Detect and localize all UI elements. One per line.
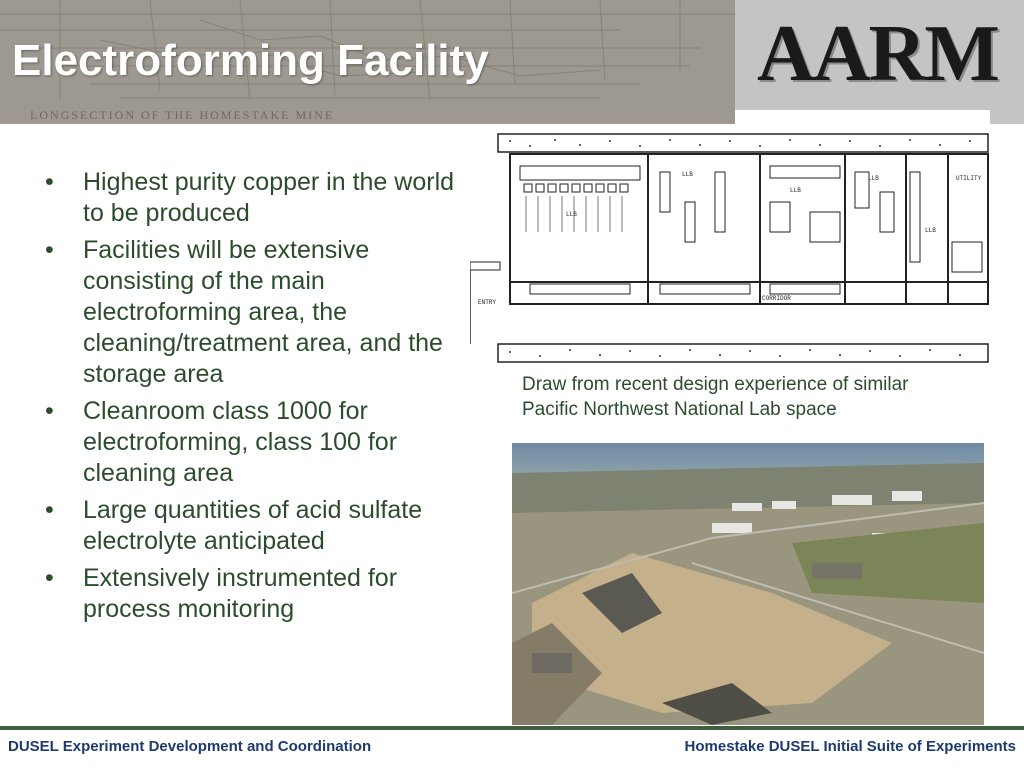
bullet-text: Highest purity copper in the world to be produced	[83, 168, 455, 227]
slide-header	[0, 0, 1024, 124]
svg-text:LLB: LLB	[566, 211, 577, 218]
bullet-marker: •	[45, 397, 54, 425]
aerial-site-photo	[512, 443, 984, 725]
bullet-marker: •	[45, 496, 54, 524]
bullet-item	[45, 495, 475, 557]
bullet-item	[45, 563, 475, 625]
svg-text:LLB: LLB	[790, 187, 801, 194]
svg-text:CORRIDOR: CORRIDOR	[762, 295, 791, 302]
floorplan-svg	[470, 132, 990, 364]
slide-title: Electroforming Facility	[12, 36, 489, 85]
bullet-item	[45, 396, 475, 489]
aerial-photo-svg	[512, 443, 984, 725]
footer-left-text: DUSEL Experiment Development and Coordination	[8, 738, 372, 755]
longsection-caption: LONGSECTION OF THE HOMESTAKE MINE	[30, 108, 335, 122]
caption-line-2: Pacific Northwest National Lab space	[522, 399, 837, 420]
bullet-text: Cleanroom class 1000 for electroforming, class 100 for cleaning area	[83, 397, 398, 487]
bullet-text: Facilities will be extensive consisting of the main electroforming area, the cleaning/treatment area, and the storage area	[83, 236, 443, 388]
svg-text:ENTRY: ENTRY	[478, 299, 497, 306]
bullet-marker: •	[45, 236, 54, 264]
aarm-logo: AARM	[757, 10, 998, 98]
bullet-item	[45, 235, 475, 390]
bullet-marker: •	[45, 564, 54, 592]
bullet-list	[45, 167, 475, 631]
bullet-marker: •	[45, 168, 54, 196]
svg-text:LLB: LLB	[682, 171, 693, 178]
svg-text:UTILITY: UTILITY	[956, 175, 982, 182]
svg-text:LLB: LLB	[868, 175, 879, 182]
footer-right-text: Homestake DUSEL Initial Suite of Experiments	[684, 738, 1016, 755]
caption-line-1: Draw from recent design experience of similar	[522, 374, 909, 395]
floorplan-drawing	[470, 132, 990, 364]
bullet-text: Extensively instrumented for process monitoring	[83, 564, 398, 623]
bullet-item	[45, 167, 475, 229]
footer-rule	[0, 726, 1024, 730]
bullet-text: Large quantities of acid sulfate electrolyte anticipated	[83, 496, 423, 555]
floorplan-caption	[522, 372, 1002, 422]
logo-panel-strip	[735, 110, 990, 124]
svg-text:LLB: LLB	[925, 227, 936, 234]
